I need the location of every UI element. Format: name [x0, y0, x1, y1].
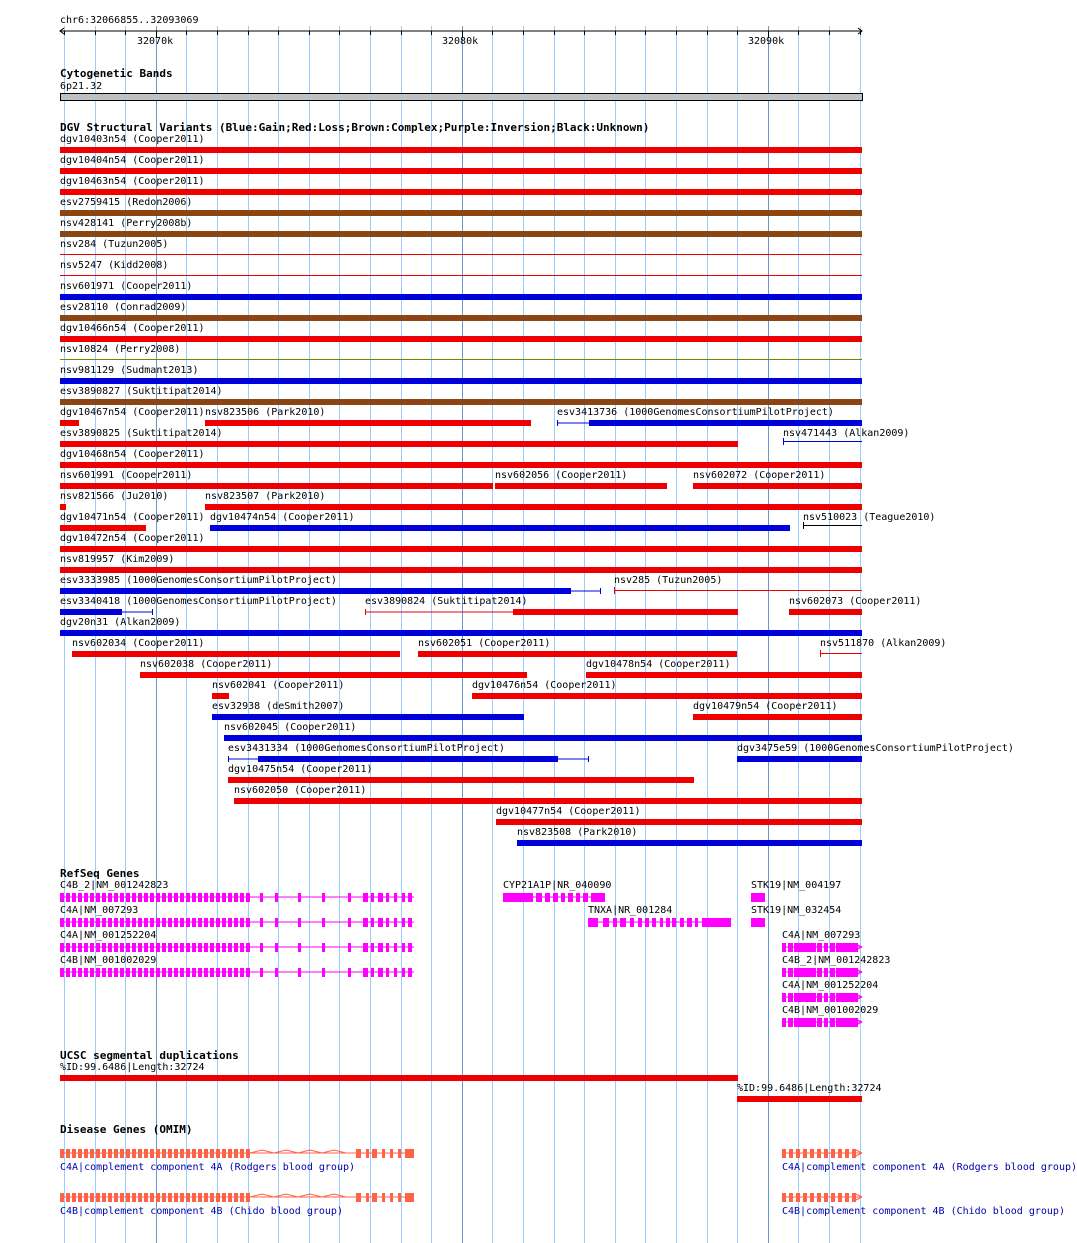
dgv-feature-45-label[interactable]: esv3431334 (1000GenomesConsortiumPilotProject)	[228, 743, 505, 754]
dgv-feature-22[interactable]	[60, 504, 66, 510]
dgv-feature-4[interactable]	[60, 231, 862, 237]
ruler-label-32080k: 32080k	[442, 36, 479, 47]
dgv-feature-50[interactable]	[517, 840, 862, 846]
dgv-feature-0-label[interactable]: dgv10403n54 (Cooper2011)	[60, 134, 205, 145]
dgv-feature-3-label[interactable]: esv2759415 (Redon2006)	[60, 197, 193, 208]
dgv-feature-1-label[interactable]: dgv10404n54 (Cooper2011)	[60, 155, 205, 166]
dgv-feature-38[interactable]	[140, 672, 527, 678]
dgv-feature-35-label[interactable]: nsv602034 (Cooper2011)	[72, 638, 205, 649]
dgv-feature-19-label[interactable]: nsv601991 (Cooper2011)	[60, 470, 193, 481]
dgv-feature-50-label[interactable]: nsv823508 (Park2010)	[517, 827, 638, 838]
dgv-feature-47-label[interactable]: dgv10475n54 (Cooper2011)	[228, 764, 373, 775]
dgv-feature-11-label[interactable]: nsv981129 (Sudmant2013)	[60, 365, 199, 376]
dgv-feature-43-label[interactable]: dgv10479n54 (Cooper2011)	[693, 701, 838, 712]
refseq-gene-11-label[interactable]: C4B|NM_001002029	[782, 1005, 879, 1016]
dgv-feature-15-label[interactable]: esv3413736 (1000GenomesConsortiumPilotProject)	[557, 407, 834, 418]
dgv-feature-40-label[interactable]: nsv602041 (Cooper2011)	[212, 680, 345, 691]
dgv-feature-9-label[interactable]: dgv10466n54 (Cooper2011)	[60, 323, 205, 334]
dgv-feature-9[interactable]	[60, 336, 862, 342]
dgv-feature-13-label[interactable]: dgv10467n54 (Cooper2011)	[60, 407, 205, 418]
omim-gene-3-label[interactable]: C4B|complement component 4B (Chido blood group)	[782, 1206, 1065, 1217]
cytogenetic-bands-title[interactable]: Cytogenetic Bands	[60, 67, 173, 80]
omim-gene-1-label[interactable]: C4B|complement component 4B (Chido blood group)	[60, 1206, 343, 1217]
dgv-feature-26-label[interactable]: nsv510023 (Teague2010)	[803, 512, 936, 523]
dgv-feature-18[interactable]	[60, 462, 862, 468]
dgv-feature-25-label[interactable]: dgv10474n54 (Cooper2011)	[210, 512, 355, 523]
dgv-feature-17-label[interactable]: nsv471443 (Alkan2009)	[783, 428, 910, 439]
dgv-feature-7-label[interactable]: nsv601971 (Cooper2011)	[60, 281, 193, 292]
dgv-feature-12[interactable]	[60, 399, 862, 405]
dgv-feature-36[interactable]	[418, 651, 737, 657]
dgv-feature-38-label[interactable]: nsv602038 (Cooper2011)	[140, 659, 273, 670]
dgv-feature-6-label[interactable]: nsv5247 (Kidd2008)	[60, 260, 169, 271]
segdup-feature-1-label[interactable]: %ID:99.6486|Length:32724	[737, 1083, 882, 1094]
refseq-gene-5-label[interactable]: TNXA|NR_001284	[588, 905, 673, 916]
dgv-feature-35[interactable]	[72, 651, 400, 657]
dgv-feature-27-label[interactable]: dgv10472n54 (Cooper2011)	[60, 533, 205, 544]
dgv-feature-39[interactable]	[586, 672, 862, 678]
dgv-feature-7[interactable]	[60, 294, 862, 300]
dgv-feature-21-label[interactable]: nsv602072 (Cooper2011)	[693, 470, 826, 481]
ruler-label-32070k: 32070k	[137, 36, 174, 47]
dgv-feature-2-label[interactable]: dgv10463n54 (Cooper2011)	[60, 176, 205, 187]
dgv-feature-1[interactable]	[60, 168, 862, 174]
dgv-feature-14[interactable]	[205, 420, 531, 426]
refseq-gene-10-label[interactable]: C4A|NM_001252204	[782, 980, 879, 991]
ruler-label-32090k: 32090k	[748, 36, 785, 47]
dgv-feature-14-label[interactable]: nsv823506 (Park2010)	[205, 407, 326, 418]
dgv-feature-22-label[interactable]: nsv821566 (Ju2010)	[60, 491, 169, 502]
dgv-feature-23[interactable]	[205, 504, 862, 510]
coordinate-range: chr6:32066855..32093069	[60, 15, 199, 26]
segdup-track-title[interactable]: UCSC segmental duplications	[60, 1049, 239, 1062]
dgv-feature-42-label[interactable]: esv32938 (deSmith2007)	[212, 701, 345, 712]
segdup-feature-1[interactable]	[737, 1096, 862, 1102]
dgv-feature-10-label[interactable]: nsv10824 (Perry2008)	[60, 344, 181, 355]
dgv-feature-39-label[interactable]: dgv10478n54 (Cooper2011)	[586, 659, 731, 670]
dgv-feature-48[interactable]	[234, 798, 862, 804]
dgv-feature-20-label[interactable]: nsv602056 (Cooper2011)	[495, 470, 628, 481]
dgv-feature-8[interactable]	[60, 315, 862, 321]
dgv-feature-44[interactable]	[224, 735, 862, 741]
dgv-feature-10[interactable]	[60, 359, 862, 360]
dgv-feature-25[interactable]	[210, 525, 790, 531]
dgv-feature-2[interactable]	[60, 189, 862, 195]
dgv-feature-41[interactable]	[472, 693, 862, 699]
refseq-gene-8-label[interactable]: C4A|NM_007293	[782, 930, 861, 941]
dgv-feature-40[interactable]	[212, 693, 229, 699]
dgv-track-title[interactable]: DGV Structural Variants (Blue:Gain;Red:Loss;Brown:Complex;Purple:Inversion;Black:Unknown)	[60, 121, 650, 134]
dgv-feature-30-label[interactable]: nsv285 (Tuzun2005)	[614, 575, 723, 586]
dgv-feature-33[interactable]	[789, 609, 862, 615]
dgv-feature-42[interactable]	[212, 714, 524, 720]
dgv-feature-11[interactable]	[60, 378, 862, 384]
dgv-feature-36-label[interactable]: nsv602051 (Cooper2011)	[418, 638, 551, 649]
dgv-feature-48-label[interactable]: nsv602050 (Cooper2011)	[234, 785, 367, 796]
refseq-gene-6-label[interactable]: STK19|NM_004197	[751, 880, 842, 891]
dgv-feature-24[interactable]	[60, 525, 146, 531]
refseq-gene-9-label[interactable]: C4B_2|NM_001242823	[782, 955, 891, 966]
dgv-feature-6[interactable]	[60, 275, 862, 276]
refseq-gene-0-label[interactable]: C4B_2|NM_001242823	[60, 880, 169, 891]
dgv-feature-37-label[interactable]: nsv511870 (Alkan2009)	[820, 638, 947, 649]
omim-gene-2-label[interactable]: C4A|complement component 4A (Rodgers blood group)	[782, 1162, 1077, 1173]
dgv-feature-44-label[interactable]: nsv602045 (Cooper2011)	[224, 722, 357, 733]
dgv-feature-46[interactable]	[737, 756, 862, 762]
dgv-feature-23-label[interactable]: nsv823507 (Park2010)	[205, 491, 326, 502]
dgv-feature-24-label[interactable]: dgv10471n54 (Cooper2011)	[60, 512, 205, 523]
dgv-feature-8-label[interactable]: esv28110 (Conrad2009)	[60, 302, 187, 313]
cytoband-label: 6p21.32	[60, 81, 103, 92]
refseq-track-title[interactable]: RefSeq Genes	[60, 867, 140, 880]
dgv-feature-12-label[interactable]: esv3890827 (Suktitipat2014)	[60, 386, 223, 397]
dgv-feature-41-label[interactable]: dgv10476n54 (Cooper2011)	[472, 680, 617, 691]
dgv-feature-28-label[interactable]: nsv819957 (Kim2009)	[60, 554, 175, 565]
dgv-feature-20[interactable]	[495, 483, 667, 489]
refseq-gene-7-label[interactable]: STK19|NM_032454	[751, 905, 842, 916]
dgv-feature-31-label[interactable]: esv3340418 (1000GenomesConsortiumPilotProject)	[60, 596, 337, 607]
dgv-feature-49[interactable]	[496, 819, 862, 825]
omim-track-title[interactable]: Disease Genes (OMIM)	[60, 1123, 193, 1136]
dgv-feature-16[interactable]	[60, 441, 738, 447]
dgv-feature-46-label[interactable]: dgv3475e59 (1000GenomesConsortiumPilotProject)	[737, 743, 1014, 754]
dgv-feature-13[interactable]	[60, 420, 79, 426]
cytoband[interactable]	[60, 93, 863, 101]
dgv-feature-16-label[interactable]: esv3890825 (Suktitipat2014)	[60, 428, 223, 439]
dgv-feature-49-label[interactable]: dgv10477n54 (Cooper2011)	[496, 806, 641, 817]
dgv-feature-0[interactable]	[60, 147, 862, 153]
dgv-feature-5-label[interactable]: nsv284 (Tuzun2005)	[60, 239, 169, 250]
dgv-feature-34[interactable]	[60, 630, 862, 636]
dgv-feature-47[interactable]	[228, 777, 694, 783]
refseq-gene-4-label[interactable]: CYP21A1P|NR_040090	[503, 880, 612, 891]
dgv-feature-32-label[interactable]: esv3890824 (Suktitipat2014)	[365, 596, 528, 607]
dgv-feature-21[interactable]	[693, 483, 862, 489]
dgv-feature-5[interactable]	[60, 254, 862, 255]
dgv-feature-28[interactable]	[60, 567, 862, 573]
dgv-feature-43[interactable]	[693, 714, 862, 720]
segdup-feature-0-label[interactable]: %ID:99.6486|Length:32724	[60, 1062, 205, 1073]
dgv-feature-29-label[interactable]: esv3333985 (1000GenomesConsortiumPilotProject)	[60, 575, 337, 586]
dgv-feature-4-label[interactable]: nsv428141 (Perry2008b)	[60, 218, 193, 229]
dgv-feature-3[interactable]	[60, 210, 862, 216]
segdup-feature-0[interactable]	[60, 1075, 738, 1081]
dgv-feature-18-label[interactable]: dgv10468n54 (Cooper2011)	[60, 449, 205, 460]
refseq-gene-2-label[interactable]: C4A|NM_001252204	[60, 930, 157, 941]
dgv-feature-33-label[interactable]: nsv602073 (Cooper2011)	[789, 596, 922, 607]
refseq-gene-3-label[interactable]: C4B|NM_001002029	[60, 955, 157, 966]
refseq-gene-1-label[interactable]: C4A|NM_007293	[60, 905, 139, 916]
dgv-feature-27[interactable]	[60, 546, 862, 552]
dgv-feature-19[interactable]	[60, 483, 493, 489]
omim-gene-0-label[interactable]: C4A|complement component 4A (Rodgers blood group)	[60, 1162, 356, 1173]
dgv-feature-34-label[interactable]: dgv20n31 (Alkan2009)	[60, 617, 181, 628]
